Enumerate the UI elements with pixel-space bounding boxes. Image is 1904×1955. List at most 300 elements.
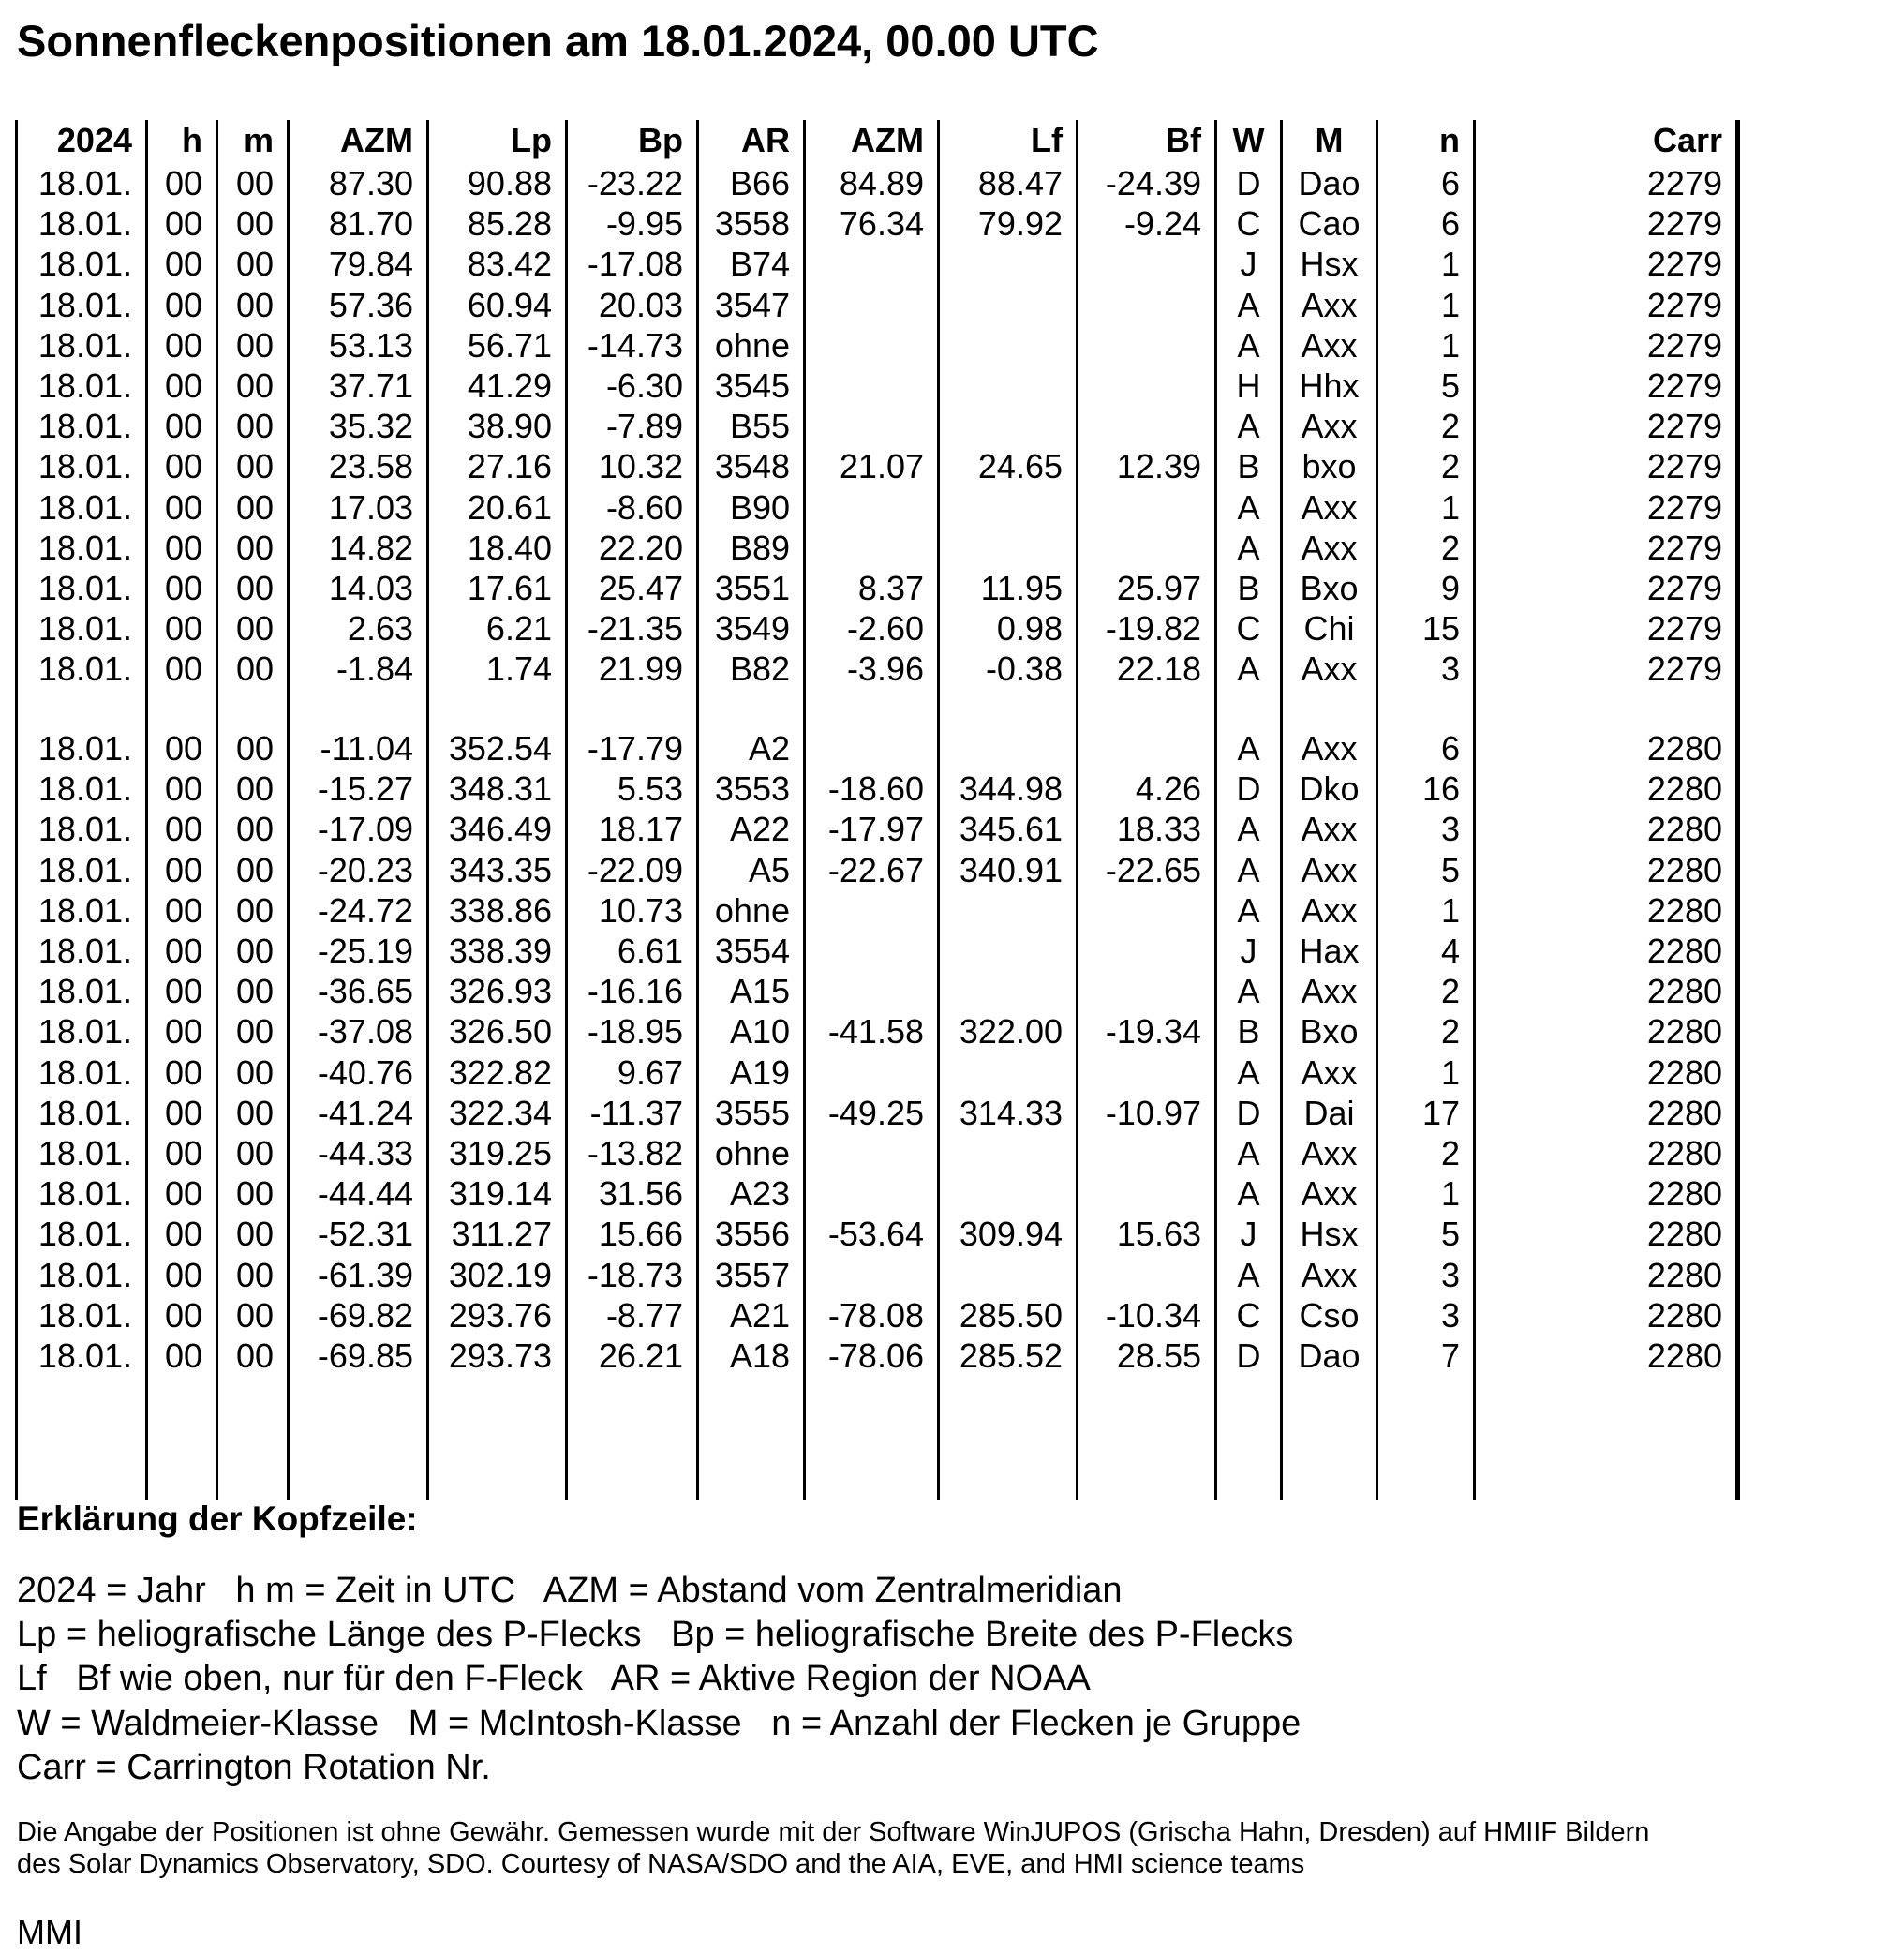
cell-hour: 00: [164, 204, 202, 244]
cell-azm-p: 14.82: [328, 528, 413, 567]
cell-waldmeier: A: [1237, 1134, 1260, 1172]
cell-carrington: 2279: [1646, 528, 1722, 567]
cell-waldmeier: J: [1240, 932, 1257, 970]
cell-lp: 319.14: [448, 1174, 552, 1214]
cell-azm-f: -53.64: [827, 1215, 924, 1254]
cell-count: 2: [1440, 528, 1460, 567]
cell-mcintosh: Cso: [1299, 1295, 1360, 1335]
cell-lf: 0.98: [996, 609, 1063, 649]
cell-ar: 3555: [714, 1093, 790, 1132]
cell-mcintosh: Dko: [1299, 769, 1360, 809]
cell-bp: -13.82: [587, 1134, 683, 1172]
cell-minute: 00: [235, 569, 274, 607]
cell-hour: 00: [164, 890, 202, 930]
cell-hour: 00: [164, 609, 202, 649]
cell-carrington: 2280: [1646, 810, 1722, 849]
cell-count: 5: [1440, 366, 1460, 405]
cell-azm-f: -22.67: [827, 850, 924, 889]
cell-carrington: 2279: [1646, 569, 1722, 607]
cell-carrington: 2280: [1646, 1093, 1722, 1132]
cell-hour: 00: [164, 1012, 202, 1052]
cell-count: 1: [1440, 245, 1460, 284]
cell-lf: 344.98: [959, 769, 1063, 809]
header-mcintosh: M: [1315, 121, 1344, 159]
cell-ar: ohne: [714, 325, 790, 365]
cell-mcintosh: Axx: [1301, 1255, 1358, 1294]
cell-ar: A23: [729, 1174, 790, 1214]
cell-count: 2: [1440, 447, 1460, 486]
cell-hour: 00: [164, 528, 202, 567]
cell-date: 18.01.: [37, 245, 132, 284]
cell-mcintosh: Axx: [1301, 528, 1358, 567]
cell-waldmeier: C: [1236, 1295, 1261, 1335]
cell-hour: 00: [164, 245, 202, 284]
cell-azm-p: 79.84: [328, 245, 413, 284]
cell-azm-f: -18.60: [827, 769, 924, 809]
cell-bp: -6.30: [605, 366, 683, 405]
cell-azm-f: -49.25: [827, 1093, 924, 1132]
cell-carrington: 2280: [1646, 729, 1722, 768]
cell-hour: 00: [164, 569, 202, 607]
cell-waldmeier: A: [1237, 810, 1260, 849]
cell-lf: 285.52: [959, 1336, 1063, 1375]
legend-line: Carr = Carrington Rotation Nr.: [17, 1748, 491, 1787]
cell-azm-p: 53.13: [328, 325, 413, 365]
cell-azm-p: -41.24: [317, 1093, 413, 1132]
cell-azm-p: -1.84: [335, 649, 413, 689]
cell-bp: -7.89: [605, 407, 683, 446]
cell-waldmeier: A: [1237, 407, 1260, 446]
signature: MMI: [17, 1913, 82, 1951]
cell-hour: 00: [164, 407, 202, 446]
cell-mcintosh: Cao: [1298, 204, 1361, 244]
cell-azm-f: -2.60: [846, 609, 924, 649]
cell-ar: A21: [729, 1295, 790, 1335]
cell-lf: 314.33: [959, 1093, 1063, 1132]
cell-lp: 1.74: [485, 649, 552, 689]
cell-waldmeier: A: [1237, 729, 1260, 768]
cell-bp: 26.21: [598, 1336, 683, 1375]
cell-lp: 18.40: [467, 528, 552, 567]
cell-ar: 3553: [714, 769, 790, 809]
cell-lp: 352.54: [448, 729, 552, 768]
cell-minute: 00: [235, 1052, 274, 1092]
cell-waldmeier: A: [1237, 890, 1260, 930]
cell-carrington: 2280: [1646, 1012, 1722, 1052]
cell-azm-f: -41.58: [827, 1012, 924, 1052]
cell-mcintosh: Bxo: [1300, 569, 1359, 607]
cell-azm-p: -15.27: [317, 769, 413, 809]
legend-title: Erklärung der Kopfzeile:: [17, 1500, 418, 1538]
cell-hour: 00: [164, 1336, 202, 1375]
cell-date: 18.01.: [37, 366, 132, 405]
cell-ar: ohne: [714, 1134, 790, 1172]
legend-line: Lf Bf wie oben, nur für den F-Fleck AR = Aktive Region der NOAA: [17, 1659, 1091, 1698]
cell-hour: 00: [164, 164, 202, 202]
header-ar: AR: [741, 121, 790, 159]
cell-lf: 309.94: [959, 1215, 1063, 1254]
cell-carrington: 2280: [1646, 1295, 1722, 1335]
cell-ar: B90: [729, 487, 790, 527]
cell-lf: -0.38: [985, 649, 1063, 689]
cell-minute: 00: [235, 487, 274, 527]
cell-lp: 85.28: [467, 204, 552, 244]
cell-count: 2: [1440, 407, 1460, 446]
cell-bf: 15.63: [1116, 1215, 1201, 1254]
cell-mcintosh: Axx: [1301, 1174, 1358, 1214]
cell-mcintosh: bxo: [1302, 447, 1357, 486]
cell-ar: A15: [729, 972, 790, 1011]
cell-azm-p: 23.58: [328, 447, 413, 486]
cell-count: 15: [1421, 609, 1460, 649]
cell-waldmeier: A: [1237, 1174, 1260, 1214]
cell-waldmeier: J: [1240, 1215, 1257, 1254]
cell-carrington: 2280: [1646, 1336, 1722, 1375]
cell-bf: 22.18: [1116, 649, 1201, 689]
cell-minute: 00: [235, 325, 274, 365]
cell-date: 18.01.: [37, 972, 132, 1011]
cell-date: 18.01.: [37, 407, 132, 446]
cell-date: 18.01.: [37, 810, 132, 849]
cell-bf: 25.97: [1116, 569, 1201, 607]
cell-azm-p: -37.08: [317, 1012, 413, 1052]
cell-azm-p: 35.32: [328, 407, 413, 446]
header-date: 2024: [56, 121, 132, 159]
cell-bp: 10.32: [598, 447, 683, 486]
cell-bp: 20.03: [598, 285, 683, 324]
cell-hour: 00: [164, 325, 202, 365]
cell-lp: 348.31: [448, 769, 552, 809]
cell-ar: 3551: [714, 569, 790, 607]
cell-date: 18.01.: [37, 1093, 132, 1132]
cell-minute: 00: [235, 164, 274, 202]
cell-azm-f: -78.06: [827, 1336, 924, 1375]
cell-minute: 00: [235, 285, 274, 324]
disclaimer-line: des Solar Dynamics Observatory, SDO. Courtesy of NASA/SDO and the AIA, EVE, and HMI science teams: [17, 1849, 1305, 1879]
cell-date: 18.01.: [37, 528, 132, 567]
cell-date: 18.01.: [37, 890, 132, 930]
cell-minute: 00: [235, 1255, 274, 1294]
cell-ar: B82: [729, 649, 790, 689]
cell-date: 18.01.: [37, 1052, 132, 1092]
cell-hour: 00: [164, 850, 202, 889]
header-azm-f: AZM: [851, 121, 924, 159]
cell-carrington: 2279: [1646, 447, 1722, 486]
cell-mcintosh: Axx: [1301, 850, 1358, 889]
cell-bf: -9.24: [1123, 204, 1201, 244]
cell-waldmeier: C: [1236, 204, 1261, 244]
cell-carrington: 2279: [1646, 164, 1722, 202]
cell-date: 18.01.: [37, 1134, 132, 1172]
cell-date: 18.01.: [37, 1215, 132, 1254]
cell-hour: 00: [164, 649, 202, 689]
cell-minute: 00: [235, 528, 274, 567]
cell-carrington: 2279: [1646, 407, 1722, 446]
cell-count: 9: [1440, 569, 1460, 607]
cell-lf: 322.00: [959, 1012, 1063, 1052]
cell-bf: 18.33: [1116, 810, 1201, 849]
cell-count: 2: [1440, 1012, 1460, 1052]
cell-ar: 3548: [714, 447, 790, 486]
cell-mcintosh: Hhx: [1299, 366, 1360, 405]
cell-carrington: 2279: [1646, 204, 1722, 244]
cell-mcintosh: Axx: [1301, 407, 1358, 446]
cell-count: 4: [1440, 932, 1460, 970]
cell-minute: 00: [235, 1012, 274, 1052]
cell-azm-p: -44.44: [317, 1174, 413, 1214]
cell-ar: B89: [729, 528, 790, 567]
cell-bp: 22.20: [598, 528, 683, 567]
cell-azm-f: 84.89: [839, 164, 924, 202]
cell-mcintosh: Hax: [1299, 932, 1360, 970]
cell-azm-p: -69.82: [317, 1295, 413, 1335]
cell-date: 18.01.: [37, 569, 132, 607]
cell-ar: A22: [729, 810, 790, 849]
cell-count: 2: [1440, 972, 1460, 1011]
cell-mcintosh: Bxo: [1300, 1012, 1359, 1052]
cell-date: 18.01.: [37, 164, 132, 202]
cell-waldmeier: C: [1236, 609, 1261, 649]
cell-bf: 12.39: [1116, 447, 1201, 486]
cell-waldmeier: B: [1237, 447, 1260, 486]
cell-waldmeier: B: [1237, 569, 1260, 607]
cell-bp: -8.60: [605, 487, 683, 527]
cell-ar: B66: [729, 164, 790, 202]
cell-bp: 15.66: [598, 1215, 683, 1254]
cell-lp: 41.29: [467, 366, 552, 405]
cell-waldmeier: A: [1237, 487, 1260, 527]
cell-mcintosh: Hsx: [1300, 245, 1359, 284]
cell-hour: 00: [164, 285, 202, 324]
header-waldmeier: W: [1232, 121, 1265, 159]
cell-hour: 00: [164, 932, 202, 970]
cell-bp: -18.73: [587, 1255, 683, 1294]
cell-date: 18.01.: [37, 447, 132, 486]
cell-azm-p: -44.33: [317, 1134, 413, 1172]
cell-azm-f: 8.37: [857, 569, 924, 607]
cell-hour: 00: [164, 1174, 202, 1214]
cell-lp: 343.35: [448, 850, 552, 889]
cell-lf: 340.91: [959, 850, 1063, 889]
cell-lf: 11.95: [980, 569, 1063, 607]
cell-lp: 56.71: [467, 325, 552, 365]
cell-carrington: 2279: [1646, 325, 1722, 365]
cell-count: 5: [1440, 1215, 1460, 1254]
cell-waldmeier: D: [1236, 769, 1261, 809]
cell-hour: 00: [164, 1215, 202, 1254]
cell-minute: 00: [235, 407, 274, 446]
cell-hour: 00: [164, 1295, 202, 1335]
cell-ar: 3556: [714, 1215, 790, 1254]
cell-lp: 338.39: [448, 932, 552, 970]
cell-ar: B74: [729, 245, 790, 284]
cell-count: 1: [1440, 1174, 1460, 1214]
cell-date: 18.01.: [37, 285, 132, 324]
cell-date: 18.01.: [37, 649, 132, 689]
cell-date: 18.01.: [37, 1174, 132, 1214]
cell-lp: 17.61: [467, 569, 552, 607]
cell-date: 18.01.: [37, 932, 132, 970]
cell-waldmeier: A: [1237, 528, 1260, 567]
cell-carrington: 2280: [1646, 1134, 1722, 1172]
cell-waldmeier: D: [1236, 164, 1261, 202]
header-carrington: Carr: [1652, 121, 1722, 159]
cell-count: 6: [1440, 164, 1460, 202]
cell-azm-f: -17.97: [827, 810, 924, 849]
cell-minute: 00: [235, 1336, 274, 1375]
cell-count: 7: [1440, 1336, 1460, 1375]
header-minute: m: [243, 121, 274, 159]
cell-bp: -14.73: [587, 325, 683, 365]
cell-hour: 00: [164, 447, 202, 486]
cell-ar: A5: [748, 850, 790, 889]
cell-waldmeier: A: [1237, 325, 1260, 365]
cell-count: 1: [1440, 890, 1460, 930]
cell-ar: A2: [748, 729, 790, 768]
cell-lp: 338.86: [448, 890, 552, 930]
cell-hour: 00: [164, 1052, 202, 1092]
cell-bf: -24.39: [1105, 164, 1201, 202]
cell-azm-p: -11.04: [320, 729, 413, 768]
legend-line: Lp = heliografische Länge des P-Flecks Bp = heliografische Breite des P-Flecks: [17, 1615, 1294, 1654]
cell-ar: 3558: [714, 204, 790, 244]
cell-count: 1: [1440, 487, 1460, 527]
cell-waldmeier: D: [1236, 1336, 1261, 1375]
cell-carrington: 2280: [1646, 932, 1722, 970]
cell-hour: 00: [164, 1134, 202, 1172]
header-hour: h: [182, 121, 202, 159]
cell-waldmeier: D: [1236, 1093, 1261, 1132]
legend-line: 2024 = Jahr h m = Zeit in UTC AZM = Abstand vom Zentralmeridian: [17, 1571, 1123, 1610]
cell-minute: 00: [235, 932, 274, 970]
cell-lp: 38.90: [467, 407, 552, 446]
cell-ar: A18: [729, 1336, 790, 1375]
cell-mcintosh: Axx: [1301, 649, 1358, 689]
cell-waldmeier: H: [1236, 366, 1261, 405]
cell-carrington: 2280: [1646, 972, 1722, 1011]
cell-date: 18.01.: [37, 850, 132, 889]
cell-date: 18.01.: [37, 487, 132, 527]
cell-bp: -16.16: [587, 972, 683, 1011]
cell-hour: 00: [164, 366, 202, 405]
cell-minute: 00: [235, 366, 274, 405]
cell-mcintosh: Dao: [1298, 164, 1361, 202]
cell-hour: 00: [164, 1093, 202, 1132]
cell-count: 1: [1440, 285, 1460, 324]
cell-mcintosh: Axx: [1301, 729, 1358, 768]
cell-bp: -17.79: [587, 729, 683, 768]
cell-count: 6: [1440, 729, 1460, 768]
cell-lf: 88.47: [977, 164, 1063, 202]
cell-mcintosh: Axx: [1301, 285, 1358, 324]
cell-lp: 293.76: [448, 1295, 552, 1335]
cell-date: 18.01.: [37, 729, 132, 768]
cell-bp: 10.73: [598, 890, 683, 930]
cell-date: 18.01.: [37, 1255, 132, 1294]
cell-carrington: 2280: [1646, 850, 1722, 889]
cell-lp: 322.82: [448, 1052, 552, 1092]
cell-ar: 3557: [714, 1255, 790, 1294]
cell-azm-p: 17.03: [328, 487, 413, 527]
cell-waldmeier: B: [1237, 1012, 1260, 1052]
cell-count: 6: [1440, 204, 1460, 244]
cell-lp: 27.16: [467, 447, 552, 486]
cell-count: 17: [1421, 1093, 1460, 1132]
cell-hour: 00: [164, 769, 202, 809]
cell-bp: 31.56: [598, 1174, 683, 1214]
cell-bf: 4.26: [1135, 769, 1201, 809]
cell-ar: ohne: [714, 890, 790, 930]
cell-bf: -22.65: [1105, 850, 1201, 889]
cell-lp: 326.93: [448, 972, 552, 1011]
cell-lp: 346.49: [448, 810, 552, 849]
cell-ar: 3547: [714, 285, 790, 324]
cell-ar: 3554: [714, 932, 790, 970]
cell-bp: 9.67: [617, 1052, 683, 1092]
cell-count: 16: [1421, 769, 1460, 809]
cell-lp: 319.25: [448, 1134, 552, 1172]
disclaimer-line: Die Angabe der Positionen ist ohne Gewähr. Gemessen wurde mit der Software WinJUPOS (Grischa Hahn, Dresden) auf HMIIF Bildern: [17, 1817, 1650, 1847]
cell-hour: 00: [164, 729, 202, 768]
cell-date: 18.01.: [37, 204, 132, 244]
cell-lp: 60.94: [467, 285, 552, 324]
cell-count: 1: [1440, 1052, 1460, 1092]
cell-azm-p: -20.23: [317, 850, 413, 889]
cell-carrington: 2279: [1646, 609, 1722, 649]
cell-azm-p: 14.03: [328, 569, 413, 607]
page-title: Sonnenfleckenpositionen am 18.01.2024, 00.00 UTC: [17, 16, 1099, 66]
cell-bp: 21.99: [598, 649, 683, 689]
cell-minute: 00: [235, 850, 274, 889]
cell-count: 3: [1440, 1295, 1460, 1335]
cell-mcintosh: Dao: [1298, 1336, 1361, 1375]
cell-count: 3: [1440, 1255, 1460, 1294]
cell-waldmeier: A: [1237, 1052, 1260, 1092]
cell-azm-p: 81.70: [328, 204, 413, 244]
cell-lp: 311.27: [451, 1215, 552, 1254]
header-bf: Bf: [1166, 121, 1201, 159]
cell-lp: 326.50: [448, 1012, 552, 1052]
column-rule: [1735, 120, 1740, 1500]
cell-waldmeier: J: [1240, 245, 1257, 284]
cell-bp: -18.95: [587, 1012, 683, 1052]
cell-bp: -8.77: [605, 1295, 683, 1335]
cell-mcintosh: Axx: [1301, 1052, 1358, 1092]
cell-minute: 00: [235, 245, 274, 284]
cell-bp: -23.22: [587, 164, 683, 202]
cell-azm-p: 2.63: [347, 609, 413, 649]
cell-minute: 00: [235, 1174, 274, 1214]
cell-minute: 00: [235, 1295, 274, 1335]
cell-lf: 79.92: [977, 204, 1063, 244]
cell-mcintosh: Axx: [1301, 325, 1358, 365]
cell-minute: 00: [235, 447, 274, 486]
cell-lp: 6.21: [485, 609, 552, 649]
cell-count: 3: [1440, 649, 1460, 689]
cell-minute: 00: [235, 1215, 274, 1254]
cell-hour: 00: [164, 972, 202, 1011]
cell-mcintosh: Axx: [1301, 1134, 1358, 1172]
header-lp: Lp: [511, 121, 552, 159]
cell-carrington: 2280: [1646, 769, 1722, 809]
cell-azm-p: -17.09: [317, 810, 413, 849]
cell-mcintosh: Axx: [1301, 972, 1358, 1011]
cell-hour: 00: [164, 487, 202, 527]
cell-bp: 18.17: [598, 810, 683, 849]
cell-waldmeier: A: [1237, 285, 1260, 324]
cell-bp: 5.53: [617, 769, 683, 809]
cell-lf: 285.50: [959, 1295, 1063, 1335]
